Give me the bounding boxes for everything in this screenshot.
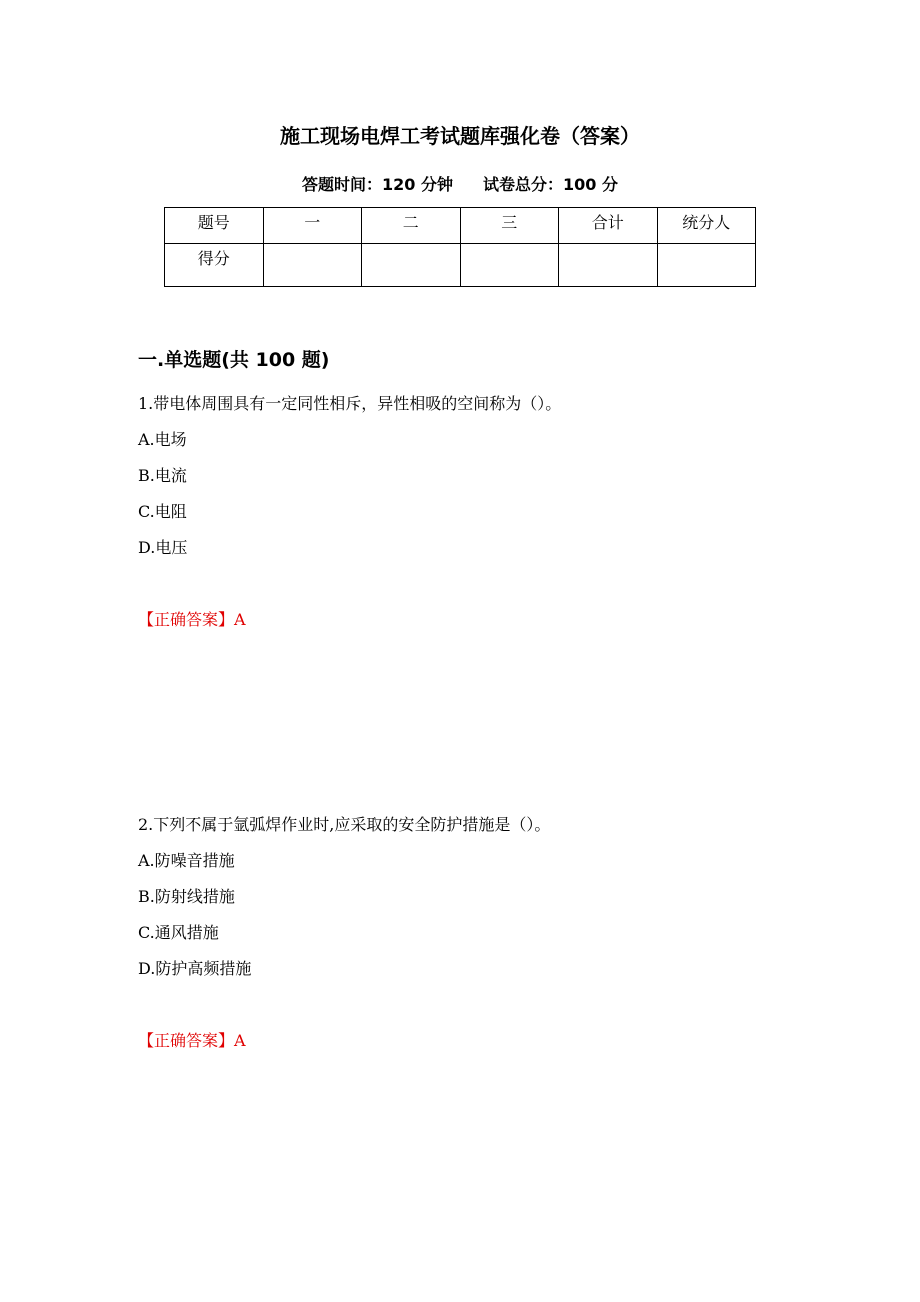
- correct-answer-label: 【正确答案】: [138, 610, 235, 629]
- question-option: B.电流: [138, 466, 187, 485]
- score-table-header-cell: 合计: [559, 208, 658, 244]
- question-option: A.电场: [138, 430, 187, 449]
- score-table-score-row: [165, 244, 756, 287]
- score-table-header-cell: 题号: [165, 208, 264, 244]
- score-cell: [460, 244, 559, 287]
- score-cell: [362, 244, 461, 287]
- correct-answer: [138, 1030, 246, 1052]
- exam-time: 答题时间：120 分钟: [302, 175, 453, 194]
- correct-answer-label: 【正确答案】: [138, 1031, 235, 1050]
- page-title: 施工现场电焊工考试题库强化卷（答案）: [280, 124, 640, 148]
- correct-answer-value: A: [234, 610, 246, 629]
- score-table-header-cell: 一: [263, 208, 362, 244]
- correct-answer-value: A: [234, 1031, 246, 1050]
- question-stem: 2.下列不属于氩弧焊作业时,应采取的安全防护措施是（）。: [138, 815, 551, 834]
- section-title: 一.单选题(共 100 题): [138, 349, 330, 371]
- score-cell: [657, 244, 756, 287]
- question-option: A.防噪音措施: [138, 851, 235, 870]
- score-table-header-cell: 三: [460, 208, 559, 244]
- exam-total-score: 试卷总分：100 分: [483, 175, 618, 194]
- exam-meta: [0, 174, 920, 196]
- score-table-header-cell: 统分人: [657, 208, 756, 244]
- correct-answer: [138, 609, 246, 631]
- score-table-header-cell: 二: [362, 208, 461, 244]
- question-option: B.防射线措施: [138, 887, 235, 906]
- question-option: C.通风措施: [138, 923, 219, 942]
- score-table: [164, 207, 756, 287]
- question-option: C.电阻: [138, 502, 187, 521]
- question-stem: 1.带电体周围具有一定同性相斥，异性相吸的空间称为（）。: [138, 394, 562, 413]
- score-cell: [559, 244, 658, 287]
- question-option: D.电压: [138, 538, 188, 557]
- question-option: D.防护高频措施: [138, 959, 252, 978]
- score-table-header-row: [165, 208, 756, 244]
- score-row-label: 得分: [165, 244, 264, 287]
- score-cell: [263, 244, 362, 287]
